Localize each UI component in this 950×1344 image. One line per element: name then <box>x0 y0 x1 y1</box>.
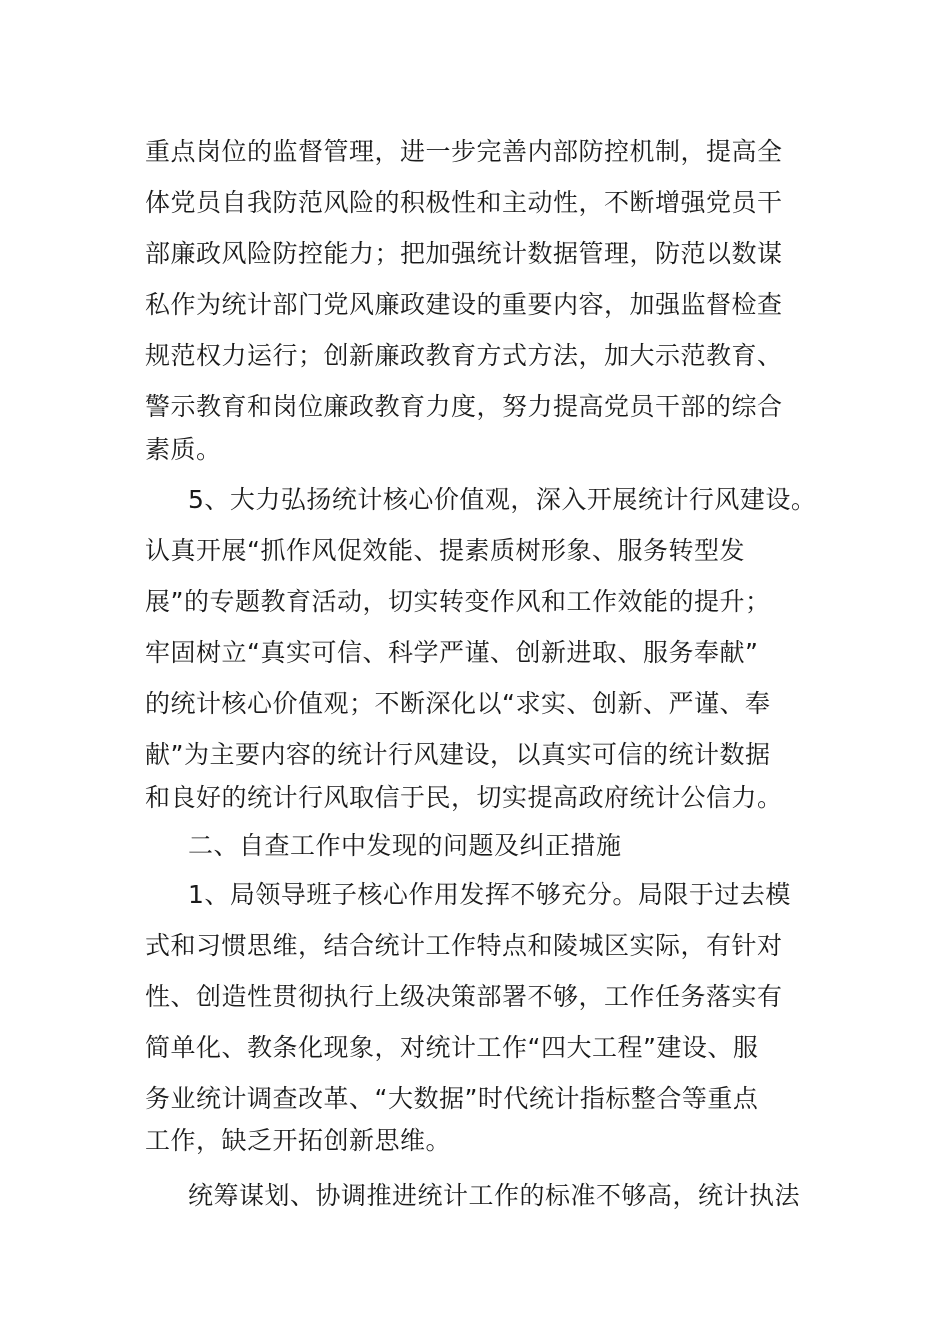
text-line: 规范权力运行；创新廉政教育方式方法，加大示范教育、 <box>145 341 783 370</box>
section-heading: 二、自查工作中发现的问题及纠正措施 <box>188 831 622 860</box>
text-line: 素质。 <box>145 435 222 464</box>
text-line: 性、创造性贯彻执行上级决策部署不够，工作任务落实有 <box>145 982 783 1011</box>
paragraph-heading-5: 5、大力弘扬统计核心价值观，深入开展统计行风建设。 <box>188 485 817 514</box>
text-line: 统筹谋划、协调推进统计工作的标准不够高，统计执法 <box>188 1181 801 1210</box>
text-line: 简单化、教条化现象，对统计工作“四大工程”建设、服 <box>145 1033 759 1062</box>
paragraph-heading-1: 1、局领导班子核心作用发挥不够充分。局限于过去模 <box>188 880 791 909</box>
text-line: 务业统计调查改革、“大数据”时代统计指标整合等重点 <box>145 1084 759 1113</box>
text-line: 式和习惯思维，结合统计工作特点和陵城区实际，有针对 <box>145 931 783 960</box>
text-line: 体党员自我防范风险的积极性和主动性，不断增强党员干 <box>145 188 783 217</box>
text-line: 警示教育和岗位廉政教育力度，努力提高党员干部的综合 <box>145 392 783 421</box>
text-line: 展”的专题教育活动，切实转变作风和工作效能的提升； <box>145 587 771 616</box>
text-line: 牢固树立“真实可信、科学严谨、创新进取、服务奉献” <box>145 638 759 667</box>
text-line: 部廉政风险防控能力；把加强统计数据管理，防范以数谋 <box>145 239 783 268</box>
text-line: 工作，缺乏开拓创新思维。 <box>145 1126 452 1155</box>
text-line: 和良好的统计行风取信于民，切实提高政府统计公信力。 <box>145 783 783 812</box>
text-line: 私作为统计部门党风廉政建设的重要内容，加强监督检查 <box>145 290 783 319</box>
text-line: 认真开展“抓作风促效能、提素质树形象、服务转型发 <box>145 536 745 565</box>
text-line: 的统计核心价值观；不断深化以“求实、创新、严谨、奉 <box>145 689 771 718</box>
text-line: 献”为主要内容的统计行风建设，以真实可信的统计数据 <box>145 740 771 769</box>
text-line: 重点岗位的监督管理，进一步完善内部防控机制，提高全 <box>145 137 783 166</box>
